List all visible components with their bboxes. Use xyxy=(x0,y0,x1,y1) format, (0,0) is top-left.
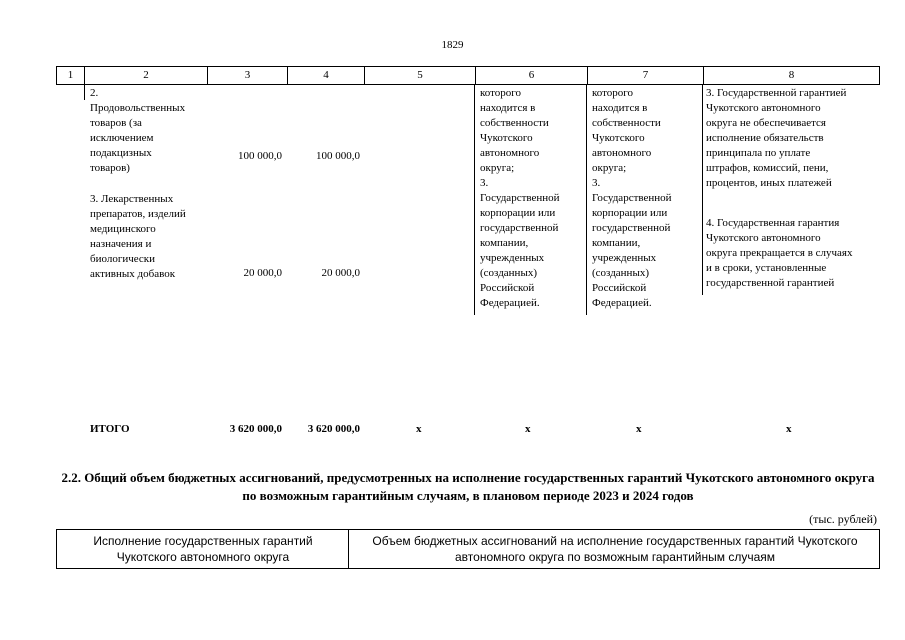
item-3-col4: 20 000,0 xyxy=(321,267,360,279)
bottom-table xyxy=(56,529,880,569)
total-label: ИТОГО xyxy=(90,423,130,435)
total-col3: 3 620 000,0 xyxy=(229,423,282,435)
bottom-header-1: Исполнение государственных гарантий Чукотского автономного округа xyxy=(93,534,313,564)
col-header-8: 8 xyxy=(788,69,795,81)
item-3-col3: 20 000,0 xyxy=(243,267,282,279)
col-header-5: 5 xyxy=(417,69,423,81)
col-header-7: 7 xyxy=(642,69,649,81)
table-header-row xyxy=(56,66,880,85)
total-col4: 3 620 000,0 xyxy=(307,423,360,435)
total-col5: х xyxy=(416,423,422,435)
col-header-6: 6 xyxy=(528,69,535,81)
item-2-col4: 100 000,0 xyxy=(316,150,360,162)
col6-text: которого находится в собственности Чукотского автономного округа; 3. Государственной корпорации или государственной компании, учрежденных (созданных) Российской Федерацией. xyxy=(480,87,560,309)
col-header-2: 2 xyxy=(143,69,149,81)
col-header-3: 3 xyxy=(244,69,251,81)
total-col7: х xyxy=(636,423,642,435)
col7-text: которого находится в собственности Чукотского автономного округа; 3. Государственной корпорации или государственной компании, учрежденных (созданных) Российской Федерацией. xyxy=(592,87,672,309)
col-header-1: 1 xyxy=(67,69,74,81)
col8-para4: 4. Государственная гарантия Чукотского автономного округа прекращается в случаях и в сроки, установленные государственной гарантией xyxy=(706,217,853,289)
col8-para3: 3. Государственной гарантией Чукотского автономного округа не обеспечивается исполнение обязательств принципала по уплате штрафов, комиссий, пени, процентов, иных платежей xyxy=(706,87,847,189)
section-title: 2.2. Общий объем бюджетных ассигнований, предусмотренных на исполнение государственных гарантий Чукотского автономного округа по возможным гарантийным случаям, в плановом периоде 2023 и 2024 годов xyxy=(61,470,875,503)
total-col8: х xyxy=(786,423,792,435)
units-label: (тыс. рублей) xyxy=(809,512,877,526)
col-header-4: 4 xyxy=(323,69,329,81)
item-2-col3: 100 000,0 xyxy=(238,150,282,162)
bottom-header-2: Объем бюджетных ассигнований на исполнение государственных гарантий Чукотского автономного округа по возможным гарантийным случаям xyxy=(372,534,858,564)
page-number: 1829 xyxy=(441,39,464,51)
item-2-name: 2. Продовольственных товаров (за исключением подакцизных товаров) xyxy=(90,87,186,174)
total-col6: х xyxy=(525,423,531,435)
item-3-name: 3. Лекарственных препаратов, изделий медицинского назначения и биологически активных добавок xyxy=(90,193,186,280)
